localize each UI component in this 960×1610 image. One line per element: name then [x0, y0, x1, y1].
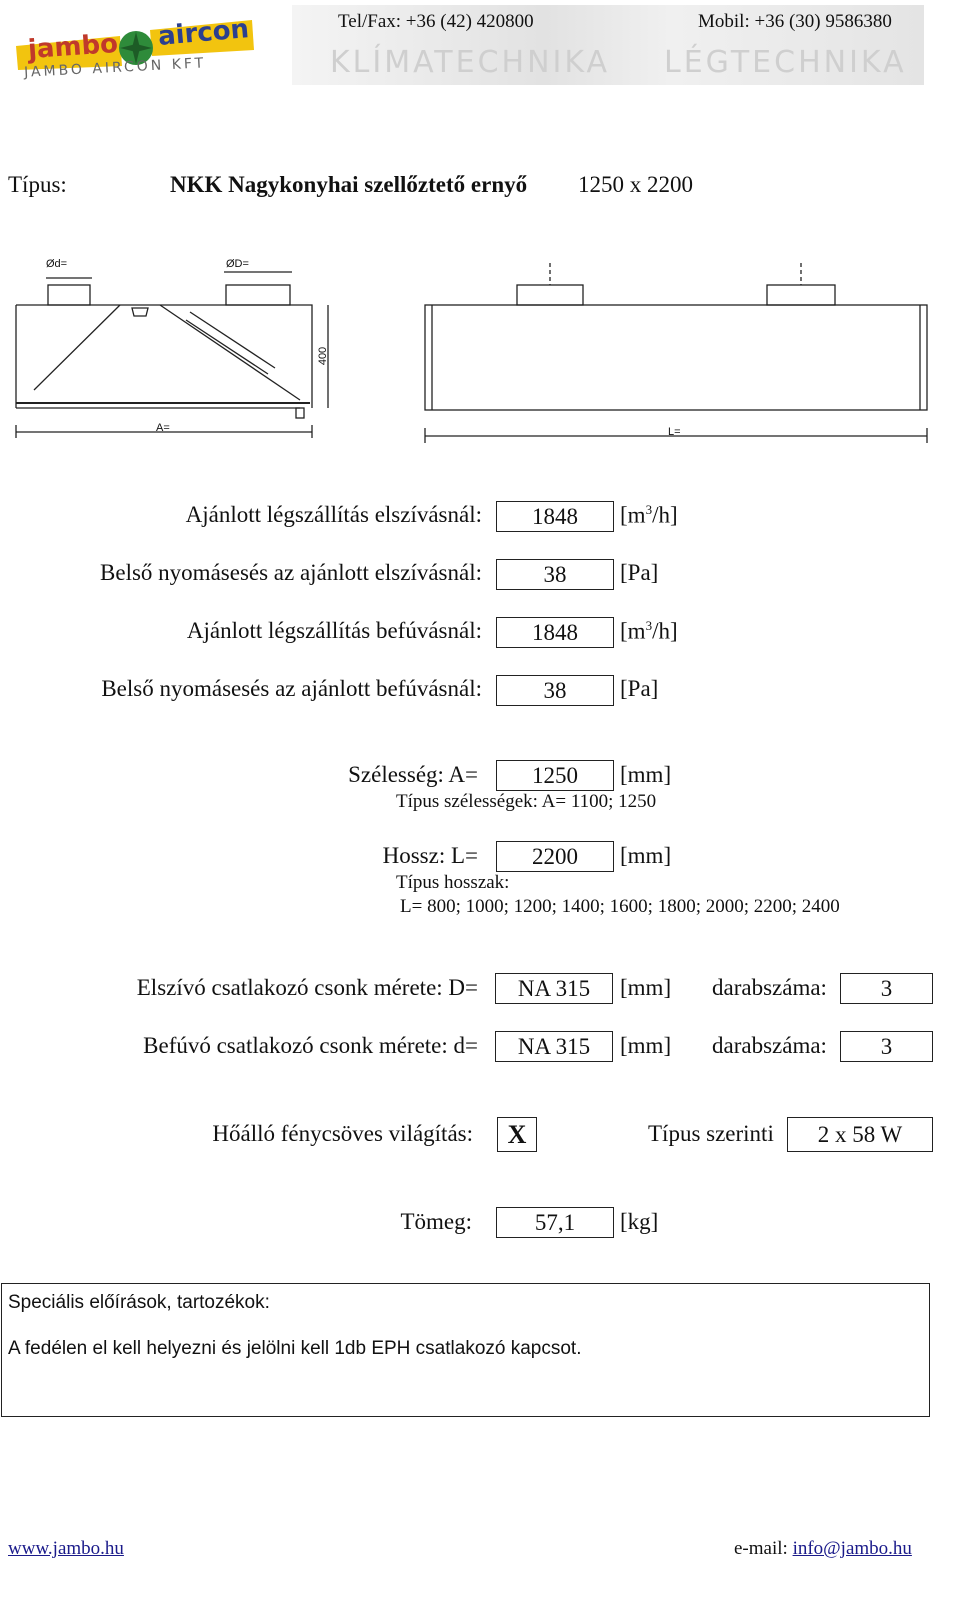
length-label: Hossz: L=: [382, 843, 478, 868]
band-klimatechnika: KLÍMATECHNIKA: [330, 45, 611, 80]
spec-value-airflow-supply: 1848: [496, 617, 614, 648]
type-label: Típus:: [8, 172, 67, 197]
dim-a: A=: [156, 422, 170, 434]
connector-extract-count-label: darabszáma:: [712, 975, 827, 1000]
footer-email-link[interactable]: info@jambo.hu: [792, 1538, 912, 1559]
lighting-type-value: 2 x 58 W: [787, 1117, 933, 1152]
spec-unit-airflow-supply: $[m^3/h]$: [620, 618, 678, 644]
spec-value-pressure-extract: 38: [496, 559, 614, 590]
length-note-values: L= 800; 1000; 1200; 1400; 1600; 1800; 2000; 2200; 2400: [400, 896, 840, 917]
band-legtechnika: LÉGTECHNIKA: [664, 45, 907, 80]
special-requirements-box: [1, 1283, 930, 1417]
length-note-title: Típus hosszak:: [396, 872, 510, 893]
connector-extract-size: NA 315: [495, 973, 613, 1004]
logo-subline: JAMBO AIRCON KFT: [23, 55, 207, 81]
spec-label-airflow-extract: Ajánlott légszállítás elszívásnál:: [185, 502, 482, 527]
connector-supply-count: 3: [840, 1031, 933, 1062]
width-label: Szélesség: A=: [348, 762, 478, 787]
dim-l: L=: [668, 426, 681, 438]
mass-label: Tömeg:: [400, 1209, 472, 1234]
product-size: 1250 x 2200: [578, 172, 693, 197]
tel-fax: Tel/Fax: +36 (42) 420800: [338, 11, 534, 32]
spec-unit-pressure-extract: [Pa]: [620, 560, 659, 585]
dim-height: 400: [317, 346, 330, 366]
connector-extract-label: Elszívó csatlakozó csonk mérete: D=: [136, 975, 478, 1000]
length-value: 2200: [496, 841, 614, 872]
connector-supply-count-label: darabszáma:: [712, 1033, 827, 1058]
mobile-number: Mobil: +36 (30) 9586380: [698, 11, 892, 32]
company-logo: [12, 8, 257, 86]
spec-unit-airflow-extract: $[m^3/h]$: [620, 502, 678, 528]
hood-front-drawing: [420, 258, 935, 443]
dim-small-d: Ød=: [46, 258, 68, 270]
footer-website-link[interactable]: www.jambo.hu: [8, 1538, 124, 1559]
spec-unit-pressure-supply: [Pa]: [620, 676, 659, 701]
logo-word-aircon: aircon: [156, 14, 251, 52]
connector-extract-count: 3: [840, 973, 933, 1004]
mass-value: 57,1: [496, 1207, 614, 1238]
hood-side-drawing: [10, 250, 340, 445]
spec-value-pressure-supply: 38: [496, 675, 614, 706]
length-unit: [mm]: [620, 843, 672, 868]
logo-word-jambo: jambo: [27, 28, 119, 66]
width-unit: [mm]: [620, 762, 672, 787]
connector-supply-unit: [mm]: [620, 1033, 672, 1058]
special-title: Speciális előírások, tartozékok:: [8, 1292, 270, 1313]
connector-supply-size: NA 315: [495, 1031, 613, 1062]
spec-label-airflow-supply: Ajánlott légszállítás befúvásnál:: [186, 618, 482, 643]
connector-supply-label: Befúvó csatlakozó csonk mérete: d=: [143, 1033, 478, 1058]
connector-extract-unit: [mm]: [620, 975, 672, 1000]
dim-big-d: ØD=: [226, 258, 249, 270]
footer-email-label: e-mail:: [734, 1538, 788, 1559]
footer-email: [734, 1538, 912, 1560]
spec-label-pressure-supply: Belső nyomásesés az ajánlott befúvásnál:: [101, 676, 482, 701]
lighting-type-label: Típus szerinti: [648, 1121, 774, 1146]
width-note: Típus szélességek: A= 1100; 1250: [396, 791, 657, 812]
spec-value-airflow-extract: 1848: [496, 501, 614, 532]
lighting-label: Hőálló fénycsöves világítás:: [212, 1121, 473, 1146]
width-value: 1250: [496, 760, 614, 791]
special-text: A fedélen el kell helyezni és jelölni kell 1db EPH csatlakozó kapcsot.: [8, 1338, 582, 1359]
spec-label-pressure-extract: Belső nyomásesés az ajánlott elszívásnál:: [100, 560, 482, 585]
product-name: NKK Nagykonyhai szellőztető ernyő: [170, 172, 528, 197]
lighting-checkbox: X: [497, 1117, 537, 1152]
mass-unit: [kg]: [620, 1209, 659, 1234]
